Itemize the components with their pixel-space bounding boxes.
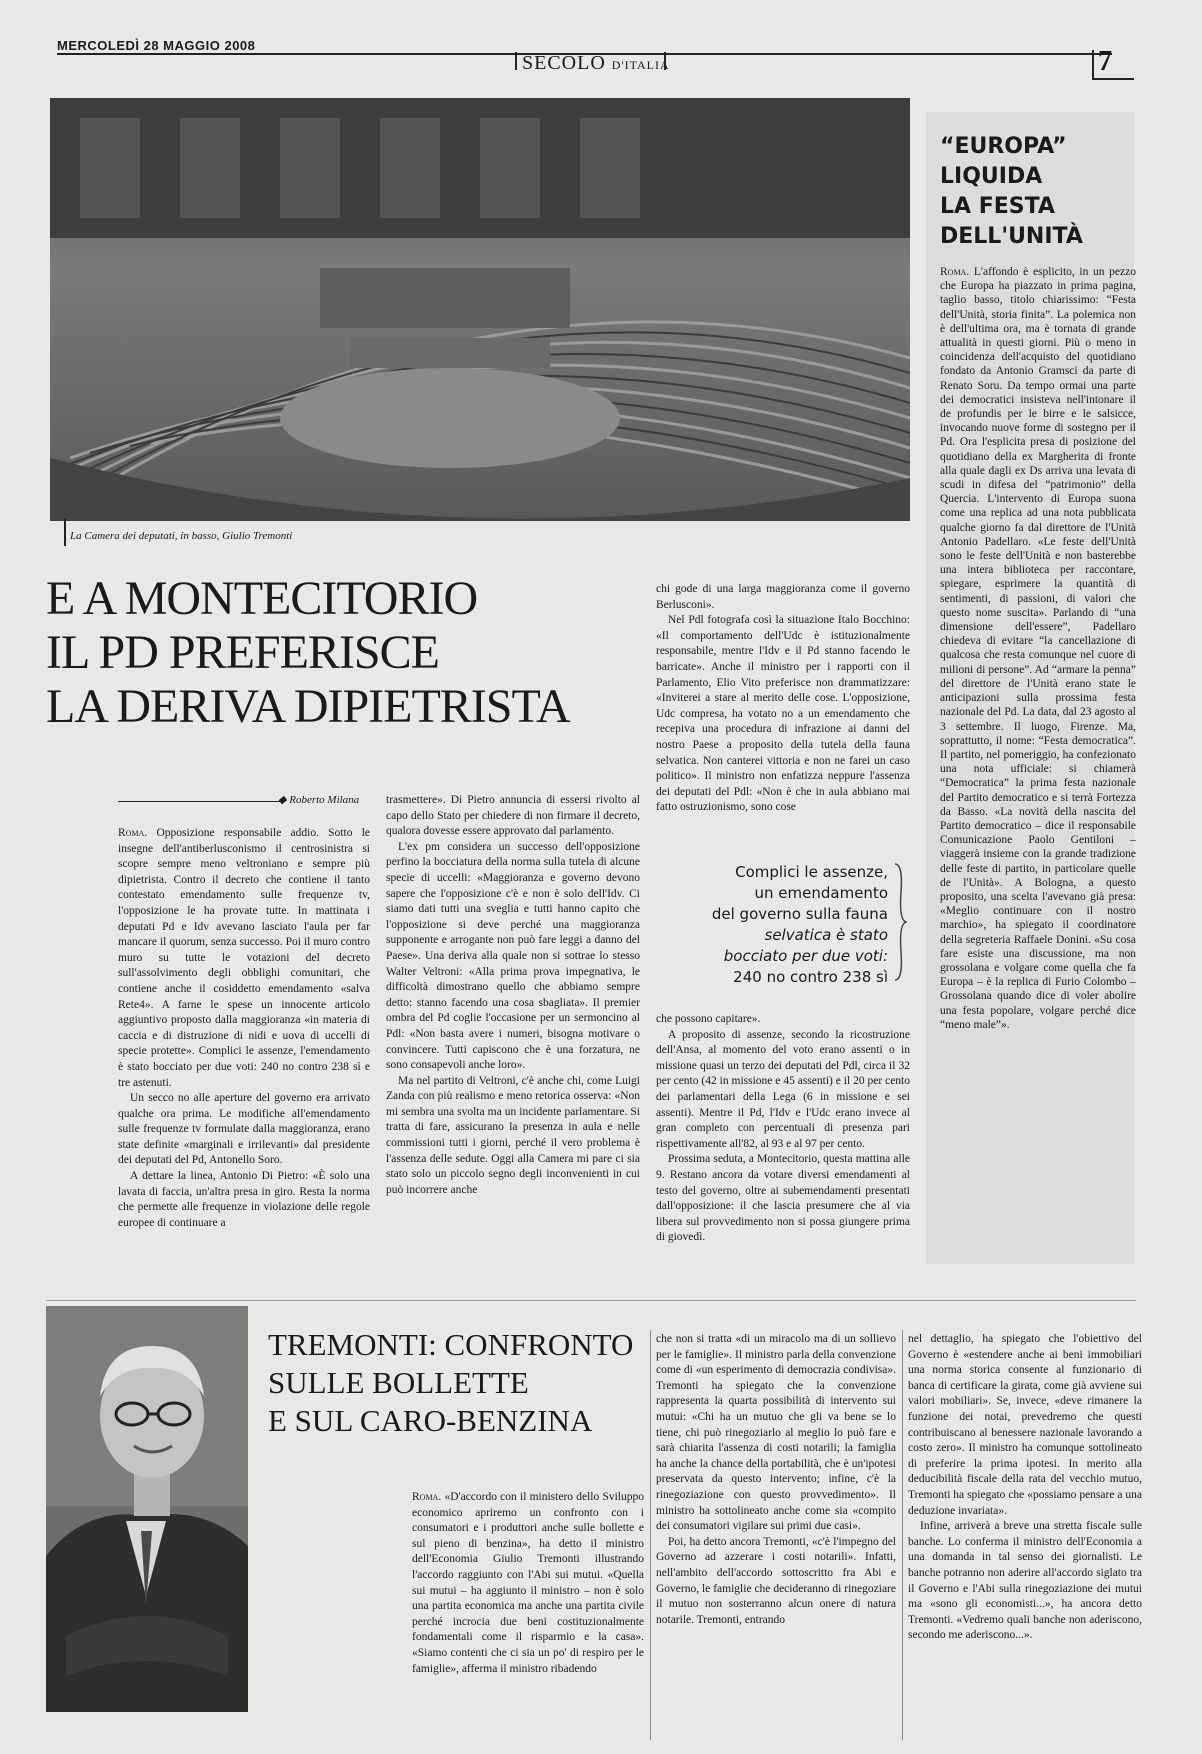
pull-quote-brace-icon <box>893 862 907 982</box>
paragraph: Un secco no alle aperture del governo era arrivato qualche ora prima. Le modifiche all'emendamento sulle frequenze tv formulate dalla maggioranza, erano state definite «marginali e irrilevanti» dal presidente dei deputati del Pd, Antonello Soro. <box>118 1092 370 1167</box>
sidebar-title-line: LA FESTA <box>940 194 1055 219</box>
second-article-column-2 <box>656 1332 896 1628</box>
paragraph: chi gode di una larga maggioranza come il governo Berlusconi». <box>656 583 910 611</box>
paragraph: Infine, arriverà a breve una stretta fiscale sulle banche. Lo conferma il ministro dell'Economia a una domanda in tal senso dei giornalisti. Le banche potranno non aderire all'accordo siglato tra il Governo e l'Abi sulla rinegoziazione dei mutui ma «sono gli economisti...», ha ancora detto Tremonti. «Vedremo quali banche non aderiscono, secondo me aderiscono...». <box>908 1520 1142 1642</box>
column-rule <box>902 1330 903 1740</box>
paragraph: che possono capitare». <box>656 1013 761 1025</box>
header-divider-left <box>515 52 517 70</box>
second-headline <box>268 1326 648 1440</box>
pull-quote <box>656 862 888 988</box>
paragraph: che non si tratta «di un miracolo ma di un sollievo per le famiglie». Il ministro parla della convenzione come di «un esperimento di democrazia condivisa». Tremonti ha spiegato che la convenzione rappresenta la quarta possibilità di intervento sui mutui: «Chi ha un mutuo che gli va bene se lo tiene, chi può rinegoziarlo al meglio lo può fare e sarà chiarita l'assenza di costi notarili; la famiglia ha anche la chance della portabilità, che è un'ipotesi preservata da questo intervento; infine, c'è la rinegoziazione con questo provvedimento». Il ministro ha sottolineato anche come sia «compito dei consumatori vigilare sui primi due casi». <box>656 1333 896 1533</box>
byline-author: Roberto Milana <box>289 794 360 806</box>
second-headline-line: E SUL CARO-BENZINA <box>268 1403 593 1438</box>
paragraph: Nel Pdl fotografa così la situazione Italo Bocchino: «Il comportamento dell'Udc è istituzionalmente responsabile, mentre l'Idv e il Pd stanno facendo le barricate». Anche il ministro per i rapporti con il Parlamento, Elio Vito preferisce non drammatizzare: «Inviterei a stare al merito delle cose. L'opposizione, Udc compresa, ha votato no a un emendamento che recepiva una procedura di infrazione ai danni del nostro Paese a proposito della tutela della fauna selvatica. Non canterei vittoria e non ne farei un caso politico». Il ministro non enfatizza neppure l'assenza dei deputati del Pdl: «Non è che in aula abbiano mai fatto ostruzionismo, sono cose <box>656 614 910 814</box>
dateline: Roma. <box>412 1491 442 1503</box>
header-divider-right <box>664 52 666 70</box>
main-article-column-2 <box>386 793 640 1198</box>
pull-quote-line: selvatica è stato <box>764 926 888 944</box>
sidebar-dateline: Roma. <box>940 266 970 278</box>
sidebar-title-line: DELL'UNITÀ <box>940 224 1083 249</box>
sidebar-title <box>940 132 1083 252</box>
pull-quote-line: un emendamento <box>754 884 888 902</box>
second-headline-line: TREMONTI: CONFRONTO <box>268 1327 634 1362</box>
paragraph: A dettare la linea, Antonio Di Pietro: «È solo una lavata di faccia, un'altra presa in giro. Resta la norma che permette alle frequenze in violazione delle regole europee di continuare a <box>118 1170 370 1229</box>
dateline: Roma. <box>118 827 148 839</box>
main-headline-line: IL PD PREFERISCE <box>46 626 439 679</box>
page-number: 7 <box>1098 46 1112 77</box>
second-article-column-1 <box>412 1490 644 1677</box>
paragraph: A proposito di assenze, secondo la ricostruzione dell'Ansa, al momento del voto erano assenti o in missione quasi un terzo dei deputati del Pdl, circa il 32 per cento (42 in missione e 45 assenti) e il 20 per cento dei parlamentari della Lega (6 in missione e sei assenti). Mentre il Pd, l'Idv e l'Udc erano invece al gran completo con percentuali di presenza pari rispettivamente all'82, al 93 e al 97 per cento. <box>656 1028 910 1150</box>
paragraph <box>118 826 370 1091</box>
paragraph <box>412 1490 644 1677</box>
main-headline <box>46 572 656 734</box>
paragraph: Prossima seduta, a Montecitorio, questa mattina alle 9. Restano ancora da votare diversi emendamenti al testo del governo, oltre ai subemendamenti presentati dall'opposizione: il che lascia presumere che al via libera sul provvedimento non si possa giungere prima di giovedì. <box>656 1153 910 1244</box>
main-article-column-1 <box>118 826 370 1231</box>
chamber-photo <box>50 98 910 521</box>
tremonti-photo <box>46 1306 248 1712</box>
second-article-column-3 <box>908 1332 1142 1644</box>
newspaper-name-suffix: D'ITALIA <box>611 58 670 72</box>
sidebar-title-line: “EUROPA” <box>940 134 1067 159</box>
main-article-column-3-top <box>656 582 910 816</box>
paragraph: Poi, ha detto ancora Tremonti, «c'è l'impegno del Governo ad azzerare i costi notarili». Infatti, nell'ambito dell'accordo sottoscritto fra Abi e Governo, le famiglie che decideranno di rinegoziare il mutuo non sosterranno alcun onere di natura notarile. Tremonti, entrando <box>656 1535 896 1626</box>
paragraph: Ma nel partito di Veltroni, c'è anche chi, come Luigi Zanda con più realismo e meno retorica osserva: «Non mi sembra una svolta ma un incidente parlamentare. Si tratta di fare, assicurano la presenza in aula e nelle commissioni tutti i giorni, perché il vero problema è l'assenza delle sedute. Oggi alla Camera mi pare ci sia stato solo un piccolo segno degli inconvenienti in cui può incorrere anche <box>386 1074 640 1196</box>
photo-caption: La Camera dei deputati, in basso, Giulio Tremonti <box>70 530 293 542</box>
paragraph: trasmettere». Di Pietro annuncia di essersi rivolto al capo dello Stato per chiedere di non firmare il decreto, qualora dovesse essere approvato dal parlamento. <box>386 794 640 838</box>
second-headline-line: SULLE BOLLETTE <box>268 1365 529 1400</box>
paragraph: L'ex pm considera un successo dell'opposizione perfino la bocciatura della norma sulla tutela di alcune specie di uccelli: «Maggioranza e governo devono sapere che l'opposizione c'è e non è solo dell'Idv. Ci siamo dati tutti una sveglia e tutti hanno capito che l'opposizione si deve perché una maggioranza supponente e arrogante non può fare leggi a danno del Paese». Una deriva alla quale non si sottrae lo stesso Walter Veltroni: «Alla prima prova impegnativa, le difficoltà dimostrano quello che abbiamo sempre detto: stanno facendo una cosa sbagliata». Il premier ombra del Pd coglie l'occasione per un sermoncino al Pdl: «Non basta avere i numeri, bisogna motivare o convincere. Tutti capiscono che è una forzatura, ne sono consapevoli anche loro». <box>386 840 640 1072</box>
pull-quote-line: bocciato per due voti: <box>723 947 888 965</box>
paragraph-text: «D'accordo con il ministero dello Sviluppo economico apriremo un confronto con i consumatori e i produttori anche sulle bollette e sul pieno di benzina», ha detto il ministro dell'Economia Giulio Tremonti illustrando l'accordo raggiunto con l'Abi sui mutui. «Quella sui mutui – ha aggiunto il ministro – non è solo una partita economica ma anche una partita civile perché incrocia due beni costituzionalmente fondamentali come il risparmio e la casa». «Siamo contenti che ci sia un po' di respiro per le famiglie», afferma il ministro ribadendo <box>412 1491 645 1675</box>
main-headline-line: E A MONTECITORIO <box>46 572 478 625</box>
caption-marker <box>64 518 66 546</box>
chamber-photo-image <box>50 98 910 521</box>
tremonti-photo-image <box>46 1306 248 1712</box>
byline-rule <box>118 801 283 802</box>
section-divider <box>46 1300 1136 1301</box>
column-rule <box>650 1330 651 1740</box>
sidebar-body: L'affondo è esplicito, in un pezzo che Europa ha piazzato in prima pagina, taglio basso, titolo chiarissimo: “Festa dell'Unità, storia finita”. La polemica non è dell'ultima ora, ma è tornata di grande attualità in questi giorni. Più o meno in coincidenza dell'acquisto del quotidiano fondato da Antonio Gramsci da parte di Renato Soru. Da tempo ormai una parte dei democratici insisteva nell'intonare il de profundis per le birre e le salsicce, invocando nuove forme di sostegno per il Pd. Ora l'esplicita presa di posizione del quotidiano della ex Margherita di fronte alla quale dagli ex Ds arriva una levata di scudi in difesa del “patrimonio” della Quercia. L'intervento di Europa suona come una replica ad una nota pubblicata qualche giorno fa dal direttore de l'Unità Antonio Padellaro. «Le feste dell'Unità sono le feste dell'Unità e non basterebbe una intera biblioteca per raccontare, spiegare, esprimere la quantità di sentimenti, di passioni, di valori che questo nome suscita». Parlando di “una dimensione dell'essere”, Padellaro chiedeva di evitare “la cancellazione di qualcosa che resta comunque nel cuore di milioni di persone”. Ad “armare la penna” del direttore de l'Unità erano state le anticipazioni sulla prossima festa nazionale del Pd. La data, dal 23 agosto al 3 settembre. Il luogo, Firenze. Ma, soprattutto, il nome: “Festa democratica”. Il partito, nel pomeriggio, ha confezionato una nota ufficiale: si chiamerà “Democratica” la prima festa nazionale del Partito democratico e si terrà Fortezza da Basso. «La novità della nascita del Partito democratico – dice il responsabile Comunicazione Paolo Gentiloni – viaggerà insieme con la grande tradizione delle feste di partito, in particolare quelle de l'Unità». A Bologna, a questo proposito, una scelta l'avevano già presa: «Meglio continuare con il nostro marchio», ha spiegato il coordinatore della segreteria Raffaele Donini. «Su cosa fare esiste una discussione, ma non grossolana e volgare come quella che fa Europa – è la replica di Furio Colombo – Grossolana quando dice di voler abolire una festa popolare, volgare perché dice “meno male”». <box>940 266 1136 1031</box>
newspaper-name <box>522 52 670 75</box>
paragraph: nel dettaglio, ha spiegato che l'obiettivo del Governo è «estendere anche ai beni immobiliari una norma storica consente al funzionario di banca di certificare la girata, come già avviene sui valori mobiliari». Se, invece, «deve rimanere la funzione dei notai, prevedremo che questi contribuiscano al benessere nazionale lavorando a costo zero». Il ministro ha comunque sottolineato di preferire la prima ipotesi. In merito alla deducibilità fiscale della rata del vecchio mutuo, Tremonti ha spiegato che «possiamo pensare a una deduzione invariata». <box>908 1333 1142 1517</box>
byline: ◆ Roberto Milana <box>278 794 360 806</box>
newspaper-name-main: SECOLO <box>522 52 606 74</box>
pull-quote-line: 240 no contro 238 sì <box>733 968 888 986</box>
sidebar-title-line: LIQUIDA <box>940 164 1043 189</box>
pull-quote-line: del governo sulla fauna <box>711 905 888 923</box>
main-headline-line: LA DERIVA DIPIETRISTA <box>46 680 570 733</box>
pull-quote-line: Complici le assenze, <box>735 863 888 881</box>
main-article-column-3-bottom <box>656 1012 910 1246</box>
paragraph-text: Opposizione responsabile addio. Sotto le insegne dell'antiberlusconismo il centrosinistra si scopre sempre meno veltroniano e sempre più dipietrista. Contro il decreto che contiene il tanto contestato emendamento sulle frequenze tv, l'opposizione le ha provate tutte. In mattinata i deputati Pd e Idv avevano lasciato l'aula per far mancare il quorum, senza successo. Poi il muro contro muro su tutte le votazioni del decreto sull'assolvimento degli obblighi comunitari, che contiene anche il cosiddetto emendamento «salva Rete4». A farne le spese un innocente articolo aggiuntivo proposto dalla maggioranza «in materia di caccia e di distruzione di nidi e uova di uccelli di specie protette». Complici le assenze, l'emendamento è stato bocciato per due voti: 240 no contro 238 sì e tre astenuti. <box>118 827 370 1089</box>
sidebar-text <box>940 265 1136 1032</box>
issue-date: MERCOLEDÌ 28 MAGGIO 2008 <box>57 38 256 53</box>
